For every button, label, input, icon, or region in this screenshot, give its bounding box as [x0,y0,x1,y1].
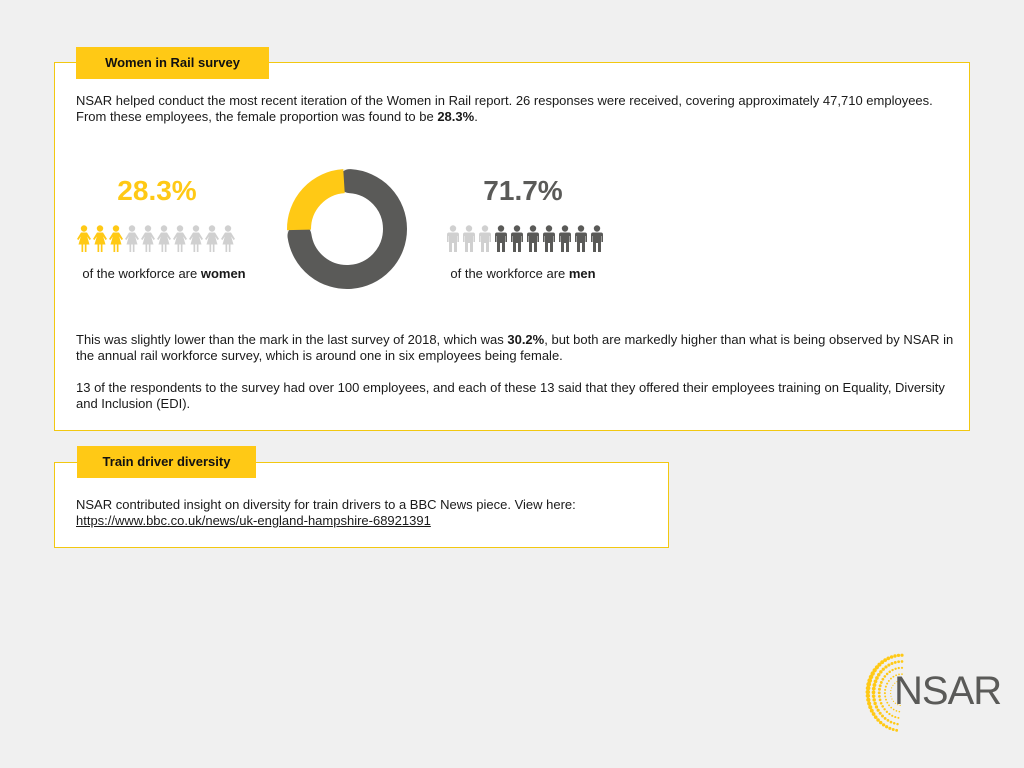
logo-dot [888,727,891,730]
logo-dot [875,676,879,680]
logo-dot [870,709,874,713]
logo-dot [892,728,895,731]
logo-dot [886,711,888,713]
man-figure-icon [493,225,509,253]
survey-paragraph-3: 13 of the respondents to the survey had over 100 employees, and each of these 13 said that they offered their employees training on Equality, Diversity and Inclusion (EDI). [76,380,945,411]
logo-dot [886,657,890,661]
logo-dot [884,689,886,691]
survey-intro-percent: 28.3% [437,109,475,124]
logo-dot [881,705,884,708]
man-figure-faded-icon [461,225,477,253]
logo-dot [890,721,893,724]
logo-dot [882,668,885,671]
train-driver-description: NSAR contributed insight on diversity for train drivers to a BBC News piece. View here: [76,497,576,512]
man-figure-icon [557,225,573,253]
woman-figure-faded-icon [172,225,188,253]
logo-dot [879,684,882,687]
logo-dot [894,661,897,664]
logo-dot [876,718,880,722]
logo-dot [897,660,900,663]
logo-dot [885,686,887,688]
logo-dot [866,698,870,702]
logo-dot [891,687,892,688]
logo-dot [890,678,892,680]
man-figure-faded-icon [445,225,461,253]
logo-dot [879,670,882,673]
logo-dot [884,665,887,668]
men-percent: 71.7% [483,175,563,206]
man-figure-icon [589,225,605,253]
bbc-news-link[interactable]: https://www.bbc.co.uk/news/uk-england-hampshire-68921391 [76,513,431,528]
logo-dot [890,696,891,697]
woman-figure-faded-icon [156,225,172,253]
women-figure-row [76,225,242,255]
logo-dot [900,654,903,657]
logo-dot [885,725,888,728]
logo-dot [872,691,876,695]
logo-dot [877,709,880,712]
survey-paragraph-2 [76,332,956,364]
logo-dot [888,704,890,706]
men-caption [433,266,613,281]
men-figure-row [445,225,605,255]
logo-dot [887,719,890,722]
logo-dot [879,712,882,715]
man-figure-icon [573,225,589,253]
logo-dot [895,729,898,732]
nsar-logo [858,650,1006,736]
logo-dot [896,723,898,725]
survey-intro [76,93,956,125]
logo-dot [880,702,883,705]
logo-dot [868,705,872,709]
woman-figure-icon [108,225,124,253]
logo-dot [874,715,878,719]
woman-figure-faded-icon [140,225,156,253]
logo-dot [897,654,900,657]
logo-dot [874,680,878,684]
survey-intro-end: . [474,109,478,124]
logo-dot [877,673,881,677]
women-percent: 28.3% [117,175,197,206]
logo-text: NSAR [894,669,1002,713]
train-driver-tab: Train driver diversity [77,446,256,478]
logo-dot [879,721,882,724]
woman-figure-faded-icon [220,225,236,253]
man-figure-icon [509,225,525,253]
donut-women-arc [299,181,344,230]
logo-dot [890,690,891,691]
logo-dot [881,678,884,681]
logo-dot [890,707,892,709]
women-caption [70,266,258,281]
train-driver-text [76,497,656,529]
logo-dot [873,702,876,705]
logo-dot [884,695,886,697]
logo-dot [893,654,896,657]
women-caption-bold: women [200,266,246,281]
logo-dot [872,698,875,701]
woman-figure-faded-icon [188,225,204,253]
logo-dot [881,714,884,717]
para2-text-end: , but both are markedly higher than what is being observed by NSAR in the annual rail workforce survey, which is around one in six employees being female. [76,332,954,363]
woman-figure-faded-icon [204,225,220,253]
logo-dot [878,688,881,691]
logo-dot [875,705,878,708]
woman-figure-icon [92,225,108,253]
gender-donut-chart [286,168,408,290]
logo-dot [890,693,891,694]
logo-dot [887,663,890,666]
logo-dot [872,687,876,691]
logo-dot [882,723,885,726]
logo-dot [893,722,896,725]
para2-percent: 30.2% [507,332,545,347]
logo-dot [891,662,894,665]
logo-dot [878,695,881,698]
woman-figure-icon [76,225,92,253]
logo-dot [885,699,887,701]
logo-dot [888,670,891,673]
logo-dot [888,713,890,715]
woman-figure-faded-icon [124,225,140,253]
logo-dot [878,691,881,694]
logo-dot [883,675,886,678]
logo-dot [873,683,877,687]
logo-dot [891,698,892,699]
logo-dot [879,699,882,702]
logo-dot [880,681,883,684]
logo-dot [894,716,896,718]
logo-dot [886,673,889,676]
logo-dot [872,712,876,716]
man-figure-icon [525,225,541,253]
logo-dot [884,717,887,720]
men-caption-bold: men [568,266,596,281]
logo-dot [886,683,888,685]
logo-dot [867,701,871,705]
man-figure-faded-icon [477,225,493,253]
logo-dot [901,660,904,663]
man-figure-icon [541,225,557,253]
logo-dot [866,694,870,698]
logo-dot [883,658,887,662]
para2-text-start: This was slightly lower than the mark in the last survey of 2018, which was [76,332,508,347]
logo-dot [897,717,899,719]
men-caption-text: of the workforce are [450,266,569,281]
women-caption-text: of the workforce are [82,266,201,281]
logo-dot [888,680,890,682]
logo-dot [886,702,888,704]
logo-dot [890,655,894,659]
women-in-rail-tab: Women in Rail survey [76,47,269,79]
survey-intro-text: NSAR helped conduct the most recent iteration of the Women in Rail report. 26 responses were received, covering approximately 47,710 employees. From these employees, the female proportion was found to be [76,93,933,124]
logo-dot [872,694,876,698]
logo-dot [891,715,893,717]
logo-dot [883,708,885,710]
logo-dot [884,692,886,694]
